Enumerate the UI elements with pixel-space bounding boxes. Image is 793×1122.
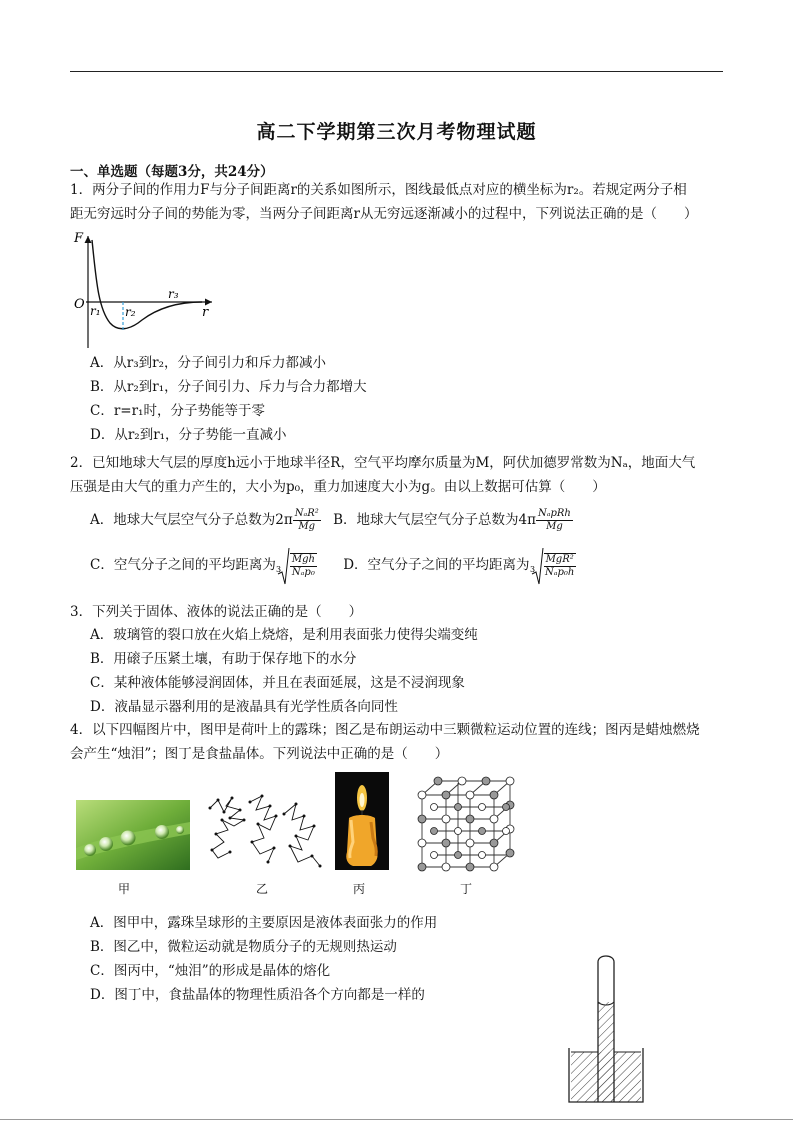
q2-option-a-numerator: NₐR² <box>294 508 319 519</box>
r1-label: r₁ <box>90 304 101 318</box>
force-curve <box>92 240 202 329</box>
section-heading: 一、单选题（每题3分，共24分） <box>70 164 274 180</box>
q4-option-b[interactable]: B．图乙中，微粒运动就是物质分子的无规则热运动 <box>90 939 397 955</box>
caption-ding: 丁 <box>460 882 473 896</box>
dew-drops-image <box>76 800 190 870</box>
q2-option-c-numerator: Mgh <box>291 553 315 565</box>
liquid-in-tube <box>598 1002 614 1102</box>
q1-stem-line2: 距无穷远时分子间的势能为零，当两分子间距离r从无穷远逐渐减小的过程中，下列说法正确的是（ ） <box>70 206 698 222</box>
q2-option-b-numerator: NₐpRh <box>537 508 571 519</box>
svg-text:3: 3 <box>529 564 535 574</box>
q3-option-b[interactable]: B．用磙子压紧土壤，有助于保存地下的水分 <box>90 651 357 667</box>
q2-option-b-coef: 4π <box>518 512 536 528</box>
x-axis-label: r <box>202 305 209 320</box>
caption-jia: 甲 <box>118 882 131 896</box>
q3-options <box>90 624 478 720</box>
candle-image <box>335 772 389 870</box>
q2-option-c-denominator: Nₐp₀ <box>291 566 315 578</box>
origin-label: O <box>74 297 85 312</box>
q4-option-a[interactable]: A．图甲中，露珠呈球形的主要原因是液体表面张力的作用 <box>90 915 438 931</box>
q2-option-c-text: C．空气分子之间的平均距离为 <box>90 557 276 573</box>
q2-option-b-fraction <box>536 508 573 533</box>
q4-stem-line2: 会产生“烛泪”；图丁是食盐晶体。下列说法中正确的是（ ） <box>70 746 449 762</box>
q2-options-row2 <box>90 545 576 586</box>
q2-options-row1 <box>90 505 573 535</box>
q1-option-d[interactable]: D．从r₂到r₁，分子势能一直减小 <box>90 427 287 443</box>
q2-option-b-text: B．地球大气层空气分子总数为 <box>333 512 519 528</box>
page-title: 高二下学期第三次月考物理试题 <box>256 121 537 143</box>
cube-root-sign-c <box>276 546 290 586</box>
svg-text:3: 3 <box>275 564 281 574</box>
q2-option-d[interactable] <box>343 553 576 578</box>
q2-option-d-numerator: MgR² <box>545 553 574 565</box>
q2-option-c[interactable] <box>90 553 321 578</box>
salt-crystal-image <box>412 775 522 873</box>
capillary-tube-diagram <box>565 952 647 1104</box>
caption-bing: 丙 <box>353 882 366 896</box>
q2-stem <box>70 451 725 499</box>
force-distance-graph <box>70 228 220 353</box>
q4-stem-line1: 4．以下四幅图片中，图甲是荷叶上的露珠；图乙是布朗运动中三颗微粒运动位置的连线；图丙是蜡烛燃烧 <box>70 722 700 738</box>
q1-stem-line1: 1．两分子间的作用力F与分子间距离r的关系如图所示，图线最低点对应的横坐标为r₂。若规定两分子相 <box>70 182 687 198</box>
q2-option-a-denominator: Mg <box>298 521 316 532</box>
q3-option-c[interactable]: C．某种液体能够浸润固体，并且在表面延展，这是不浸润现象 <box>90 675 465 691</box>
q3-stem: 3．下列关于固体、液体的说法正确的是（ ） <box>70 604 363 620</box>
q2-stem-line2: 压强是由大气的重力产生的，大小为p₀，重力加速度大小为g。由以上数据可估算（ ） <box>70 479 606 495</box>
q2-option-a-coef: 2π <box>275 512 293 528</box>
caption-yi: 乙 <box>256 882 269 896</box>
q2-option-a-fraction <box>293 508 321 533</box>
q2-option-d-denominator: Nₐp₀h <box>544 566 575 578</box>
brownian-motion-image <box>204 790 326 870</box>
q4-option-d[interactable]: D．图丁中，食盐晶体的物理性质沿各个方向都是一样的 <box>90 987 425 1003</box>
q1-stem <box>70 178 725 226</box>
q2-option-b-denominator: Mg <box>546 521 563 532</box>
footer-rule <box>0 1119 793 1120</box>
q3-option-a[interactable]: A．玻璃管的裂口放在火焰上烧熔，是利用表面张力使得尖端变纯 <box>90 627 478 643</box>
q4-option-c[interactable]: C．图丙中，“烛泪”的形成是晶体的熔化 <box>90 963 331 979</box>
q2-option-c-fraction <box>290 553 317 579</box>
y-axis-label: F <box>74 231 84 246</box>
q2-option-d-fraction <box>544 553 576 579</box>
q3-option-d[interactable]: D．液晶显示器利用的是液晶具有光学性质各向同性 <box>90 699 398 715</box>
cube-root-sign-d <box>530 546 544 586</box>
header-rule <box>70 71 723 72</box>
q1-options <box>90 352 367 448</box>
q2-option-b[interactable] <box>333 508 573 532</box>
q1-option-b[interactable]: B．从r₂到r₁，分子间引力、斥力与合力都增大 <box>90 379 367 395</box>
q2-option-a[interactable] <box>90 508 325 532</box>
q2-option-a-text: A．地球大气层空气分子总数为 <box>90 512 276 528</box>
r2-label: r₂ <box>125 305 136 319</box>
q4-stem <box>70 718 725 766</box>
q2-option-d-text: D．空气分子之间的平均距离为 <box>343 557 530 573</box>
q2-stem-line1: 2．已知地球大气层的厚度h远小于地球半径R，空气平均摩尔质量为M，阿伏加德罗常数为Nₐ，地面大气 <box>70 455 696 471</box>
q1-option-a[interactable]: A．从r₃到r₂，分子间引力和斥力都减小 <box>90 355 326 371</box>
r3-label: r₃ <box>168 287 179 301</box>
q1-option-c[interactable]: C．r=r₁时，分子势能等于零 <box>90 403 265 419</box>
q4-options <box>90 912 437 1008</box>
